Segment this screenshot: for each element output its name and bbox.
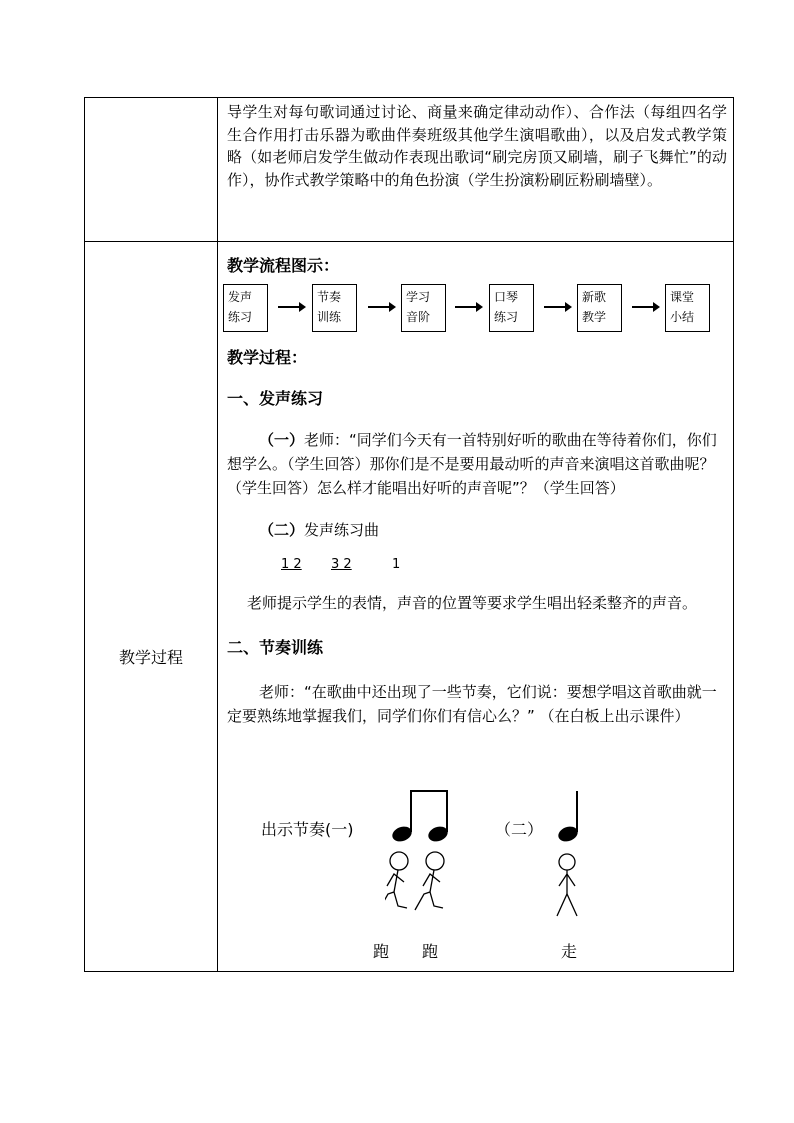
word-run-1: 跑 (373, 942, 390, 961)
flow-step-line2: 练习 (228, 310, 253, 324)
quarter-note-icon (556, 791, 580, 844)
walking-figure-icon (557, 854, 577, 916)
eighth-notes-icon (390, 791, 450, 844)
row-divider (85, 241, 733, 242)
flow-step-line1: 课堂 (670, 290, 695, 304)
section2-paragraph-1: 老师：“在歌曲中还出现了一些节奏，它们说：要想学唱这首歌曲就一定要熟练地掌握我们，同学们你们有信心么？” （在白板上出示课件） (227, 683, 717, 725)
arrow-icon (632, 306, 654, 308)
notation-group-3: 1 (392, 557, 401, 572)
flow-title: 教学流程图示： (227, 256, 340, 275)
arrow-icon (455, 306, 477, 308)
running-figure-icon (385, 852, 408, 910)
flow-step-line2: 训练 (317, 310, 342, 324)
process-title: 教学过程： (227, 348, 308, 367)
flow-step-line1: 发声 (228, 290, 253, 304)
flow-step-line1: 节奏 (317, 290, 342, 304)
notation-group-2: 3 2 (331, 557, 352, 572)
rhythm-label-2: （二） (495, 820, 544, 839)
flow-step-line2: 教学 (582, 310, 607, 324)
row-label-teaching-process: 教学过程 (118, 648, 183, 667)
section1-heading: 一、发声练习 (227, 389, 324, 408)
section1-p1-label: （一） (259, 431, 305, 449)
section1-paragraph-3: 老师提示学生的表情，声音的位置等要求学生唱出轻柔整齐的声音。 (247, 594, 698, 612)
section1-p1-text: 老师：“同学们今天有一首特别好听的歌曲在等待着你们，你们想学么。（学生回答）那你们是不是要用最动听的声音来演唱这首歌曲呢？（学生回答）怎么样才能唱出好听的声音呢”？（学生回答） (227, 431, 717, 497)
word-run-2: 跑 (422, 942, 439, 961)
flow-step-line2: 音阶 (406, 310, 431, 324)
rhythm-illustration (385, 788, 595, 928)
flow-step-line1: 口琴 (494, 290, 519, 304)
arrow-icon (278, 306, 300, 308)
section1-paragraph-2 (227, 518, 727, 542)
flow-step-6 (665, 284, 710, 332)
section1-paragraph-1 (227, 428, 727, 500)
flow-step-4 (489, 284, 534, 332)
column-divider (217, 98, 218, 971)
flow-step-2 (312, 284, 357, 332)
section2-heading: 二、节奏训练 (227, 638, 324, 657)
arrow-icon (544, 306, 566, 308)
arrow-icon (368, 306, 390, 308)
flow-step-line1: 学习 (406, 290, 431, 304)
flow-step-1 (223, 284, 268, 332)
flow-step-line2: 练习 (494, 310, 519, 324)
flow-step-line2: 小结 (670, 310, 695, 324)
strategy-paragraph: 导学生对每句歌词通过讨论、商量来确定律动动作）、合作法（每组四名学生合作用打击乐器为歌曲伴奏班级其他学生演唱歌曲），以及启发式教学策略（如老师启发学生做动作表现出歌词“刷完房顶又刷墙，刷子飞舞忙”的动作），协作式教学策略中的角色扮演（学生扮演粉刷匠粉刷墙壁）。 (227, 103, 727, 189)
notation-group-1: 1 2 (281, 557, 302, 572)
word-walk: 走 (561, 942, 578, 961)
flow-step-line1: 新歌 (582, 290, 607, 304)
running-figure-icon (415, 852, 444, 910)
section1-p2-label: （二） (259, 521, 305, 539)
rhythm-label-1: 出示节奏(一) (261, 820, 354, 839)
section1-p2-text: 发声练习曲 (304, 521, 380, 539)
flow-step-5 (577, 284, 622, 332)
flow-step-3 (401, 284, 446, 332)
lesson-table (84, 97, 734, 972)
